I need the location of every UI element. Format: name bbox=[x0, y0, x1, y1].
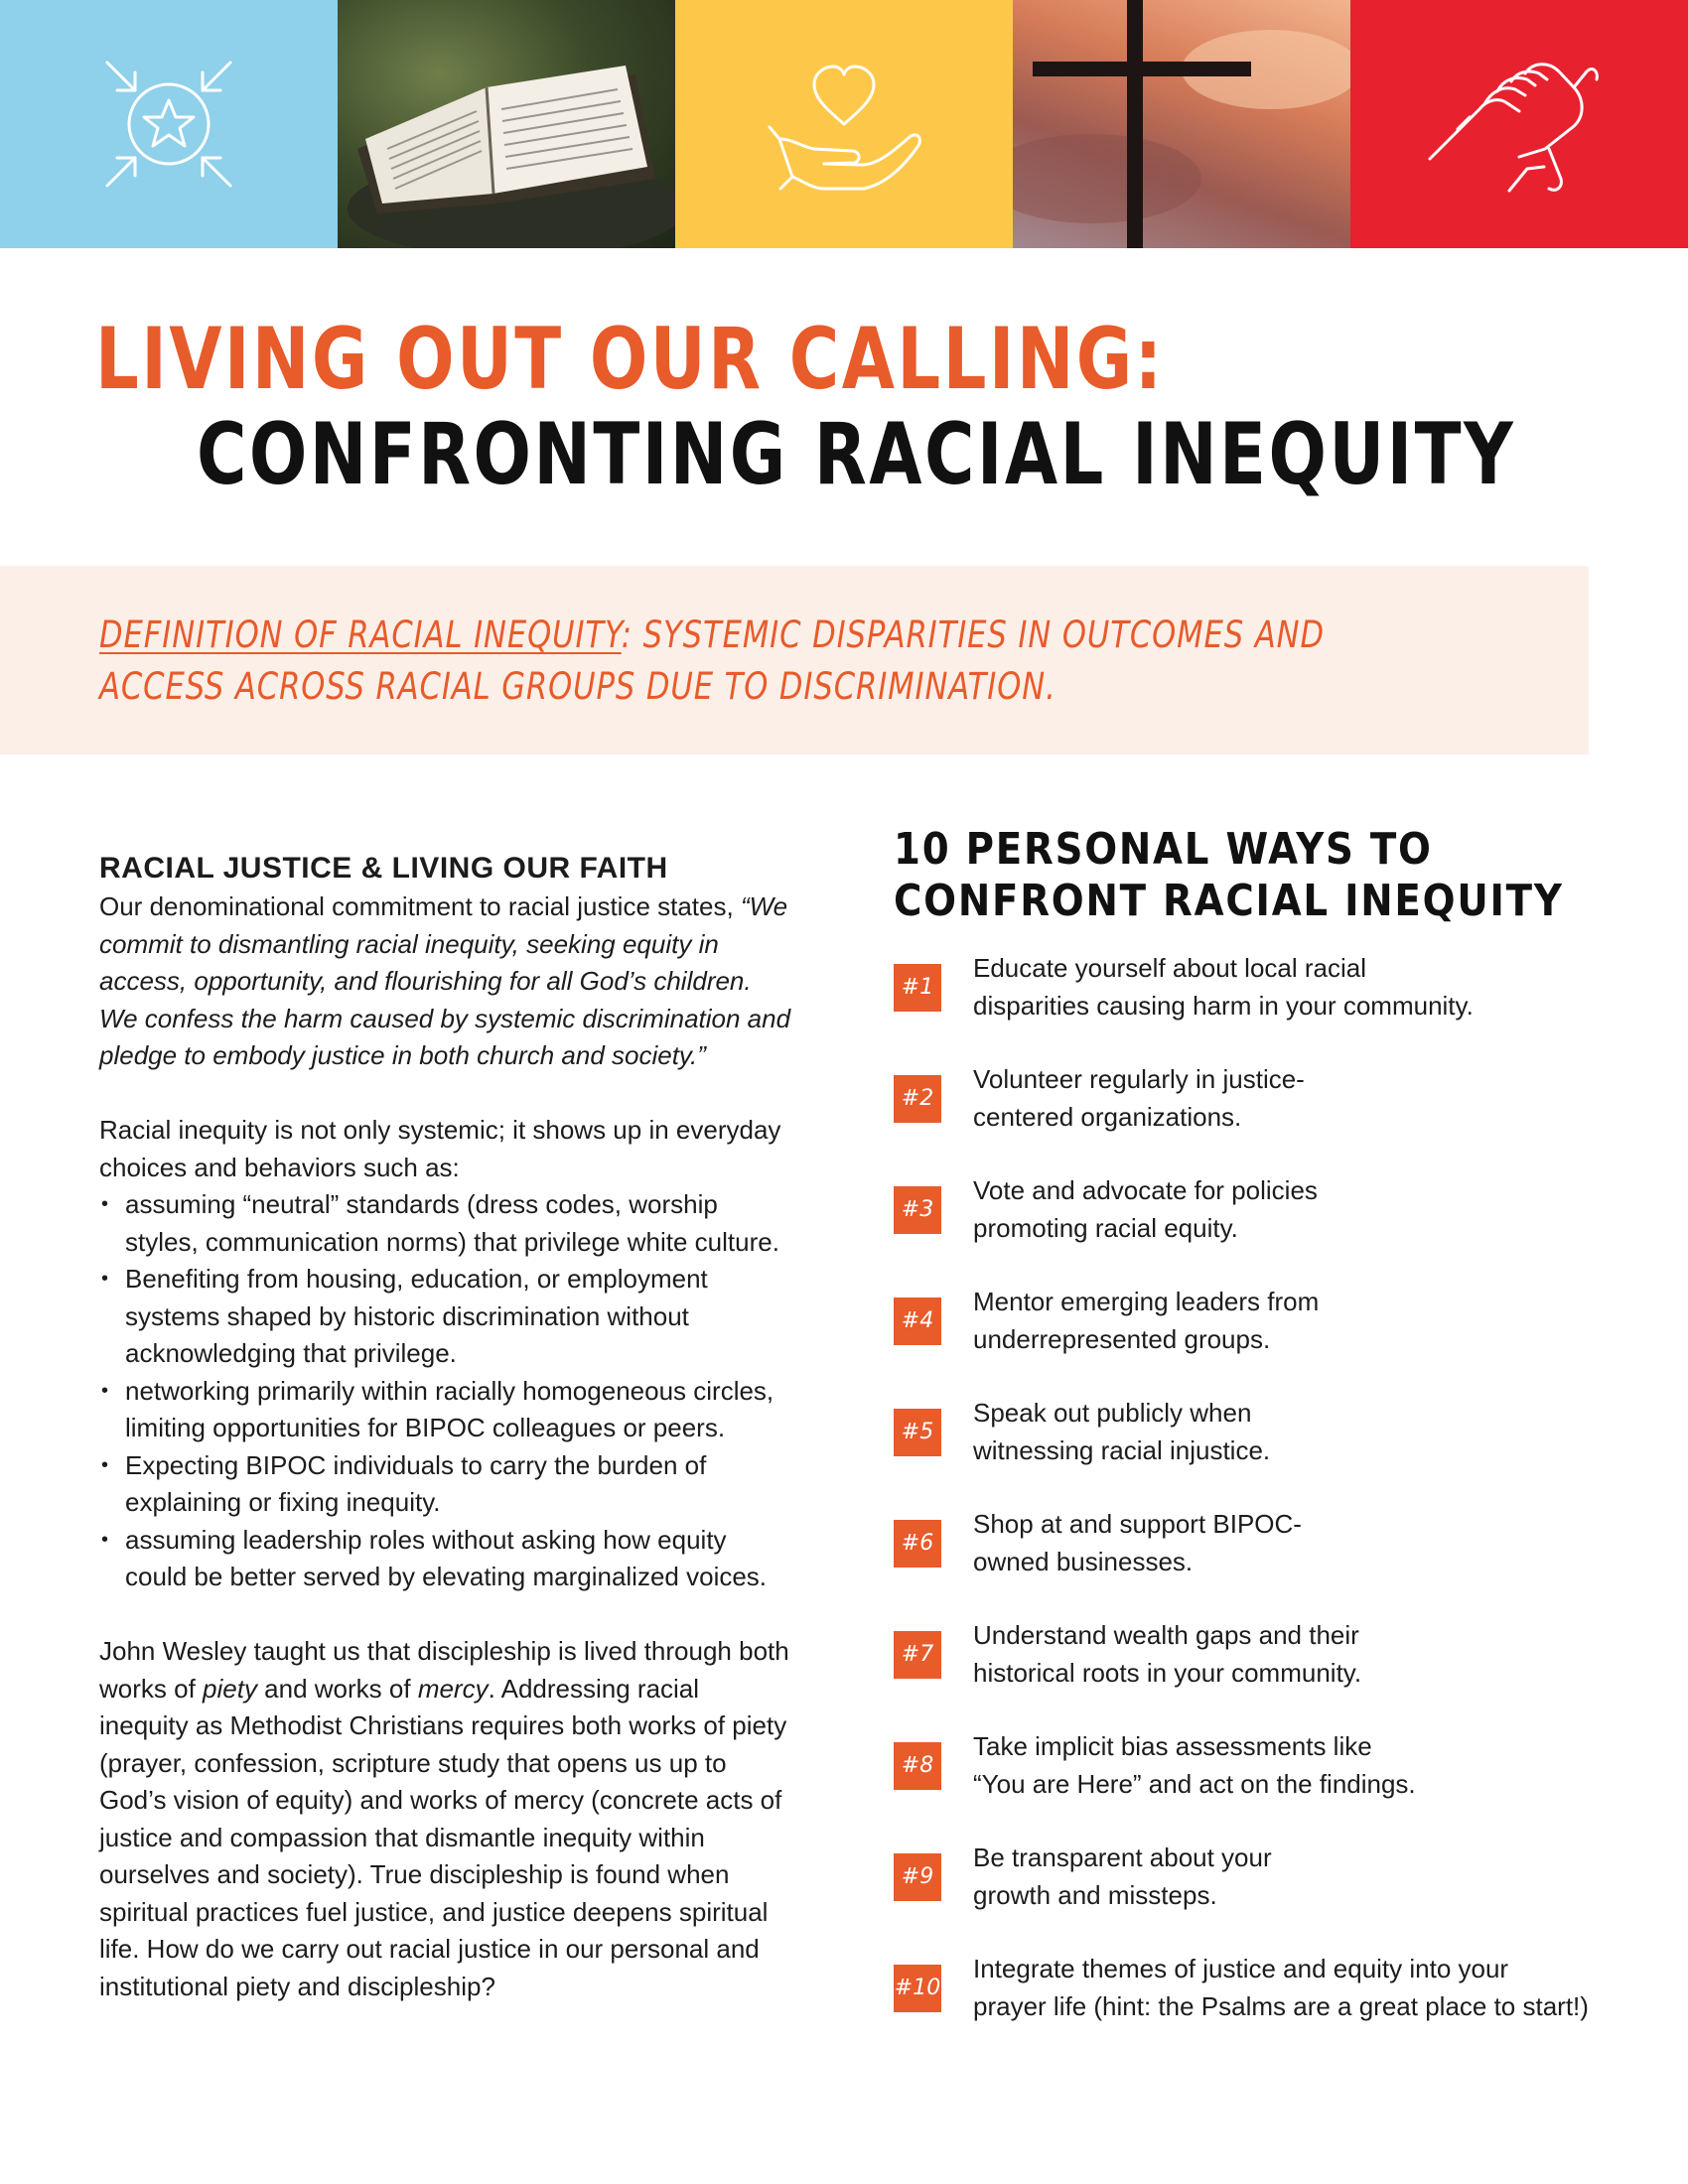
way-line2: “You are Here” and act on the findings. bbox=[973, 1768, 1416, 1799]
page-title-line2: CONFRONTING RACIAL INEQUITY bbox=[197, 405, 1516, 504]
way-item-10 bbox=[894, 1954, 1589, 2038]
way-item-4 bbox=[894, 1287, 1589, 1371]
number-badge: #7 bbox=[894, 1631, 941, 1679]
way-line1: Shop at and support BIPOC- bbox=[973, 1509, 1302, 1539]
banner-panel-giving bbox=[675, 0, 1013, 248]
banner-panel-bible-photo bbox=[338, 0, 675, 248]
banner-panel-unity-handshake bbox=[1350, 0, 1688, 248]
way-text bbox=[973, 1728, 1609, 1803]
number-badge: #4 bbox=[894, 1297, 941, 1345]
commitment-intro: Our denominational commitment to racial justice states, bbox=[99, 891, 734, 921]
definition-label: DEFINITION OF RACIAL INEQUITY bbox=[99, 614, 622, 656]
way-text bbox=[973, 1951, 1609, 2025]
way-line2: historical roots in your community. bbox=[973, 1657, 1362, 1688]
number-badge: #8 bbox=[894, 1742, 941, 1790]
way-line1: Integrate themes of justice and equity into your bbox=[973, 1954, 1509, 1983]
mercy-emphasis: mercy bbox=[417, 1673, 489, 1704]
way-line1: Vote and advocate for policies bbox=[973, 1175, 1318, 1205]
way-line2: centered organizations. bbox=[973, 1101, 1242, 1132]
ways-heading bbox=[894, 824, 1564, 927]
star-arrows-icon bbox=[0, 0, 338, 248]
wesley-paragraph bbox=[99, 1633, 794, 2005]
way-line2: prayer life (hint: the Psalms are a great place to start!) bbox=[973, 1990, 1589, 2021]
number-badge: #2 bbox=[894, 1075, 941, 1123]
cross-icon bbox=[1013, 0, 1350, 248]
way-line2: disparities causing harm in your community. bbox=[973, 990, 1474, 1021]
definition-box bbox=[0, 566, 1589, 754]
number-badge: #1 bbox=[894, 964, 941, 1012]
way-item-1 bbox=[894, 953, 1589, 1037]
open-bible-icon bbox=[338, 0, 675, 248]
piety-emphasis: piety bbox=[203, 1673, 257, 1704]
section-heading-faith: RACIAL JUSTICE & LIVING OUR FAITH bbox=[99, 852, 668, 885]
way-line2: underrepresented groups. bbox=[973, 1323, 1271, 1354]
list-item: • networking primarily within racially homogeneous circles, limiting opportunities for BIPOC colleagues or peers. bbox=[99, 1373, 794, 1447]
number-badge: #10 bbox=[894, 1965, 941, 2012]
list-item: • assuming “neutral” standards (dress codes, worship styles, communication norms) that privilege white culture. bbox=[99, 1186, 794, 1261]
banner-panel-unity bbox=[0, 0, 338, 248]
header-banner bbox=[0, 0, 1688, 248]
way-item-2 bbox=[894, 1064, 1589, 1149]
banner-panel-cross-photo bbox=[1013, 0, 1350, 248]
behaviors-intro: Racial inequity is not only systemic; it shows up in everyday choices and behaviors such as: bbox=[99, 1115, 781, 1182]
way-item-9 bbox=[894, 1843, 1589, 1927]
wesley-text-c: . Addressing racial inequity as Methodist Christians requires both works of piety (prayer, confession, scripture study that opens us up to God’s vision of equity) and works of mercy (concrete acts of justice and compassion that dismantle inequity within ourselves and society). True discipleship is found when spiritual practices fuel justice, and justice deepens spiritual life. How do we carry out racial justice in our personal and institutional piety and discipleship? bbox=[99, 1673, 787, 2001]
list-item: • Benefiting from housing, education, or employment systems shaped by historic discrimination without acknowledging that privilege. bbox=[99, 1261, 794, 1373]
way-text bbox=[973, 1061, 1609, 1136]
way-line1: Educate yourself about local racial bbox=[973, 953, 1367, 983]
commitment-paragraph bbox=[99, 888, 794, 1075]
way-item-7 bbox=[894, 1620, 1589, 1705]
way-line1: Speak out publicly when bbox=[973, 1398, 1252, 1428]
definition-body: : SYSTEMIC DISPARITIES IN OUTCOMES AND ACCESS ACROSS RACIAL GROUPS DUE TO DISCRIMINATION. bbox=[99, 614, 1325, 708]
definition-text bbox=[99, 610, 1333, 713]
left-column bbox=[99, 849, 794, 2005]
way-item-8 bbox=[894, 1731, 1589, 1816]
commitment-quote: “We commit to dismantling racial inequity, seeking equity in access, opportunity, and flourishing for all God’s children. We confess the harm caused by systemic discrimination and pledge to embody justice in both church and society.” bbox=[99, 891, 791, 1070]
wesley-text-b: and works of bbox=[256, 1673, 418, 1704]
way-text bbox=[973, 950, 1609, 1024]
way-text bbox=[973, 1172, 1609, 1247]
ways-heading-line2: CONFRONT RACIAL INEQUITY bbox=[894, 876, 1564, 926]
way-item-5 bbox=[894, 1398, 1589, 1482]
way-text bbox=[973, 1617, 1609, 1692]
handshake-icon bbox=[1350, 0, 1688, 248]
way-line1: Mentor emerging leaders from bbox=[973, 1287, 1320, 1316]
hand-heart-icon bbox=[675, 0, 1013, 248]
list-item: • assuming leadership roles without asking how equity could be better served by elevating marginalized voices. bbox=[99, 1522, 794, 1596]
way-line1: Take implicit bias assessments like bbox=[973, 1731, 1372, 1761]
way-item-6 bbox=[894, 1509, 1589, 1593]
way-text bbox=[973, 1395, 1609, 1469]
way-line1: Understand wealth gaps and their bbox=[973, 1620, 1359, 1650]
list-item: • Expecting BIPOC individuals to carry the burden of explaining or fixing inequity. bbox=[99, 1447, 794, 1522]
page-title-line1: LIVING OUT OUR CALLING: bbox=[95, 310, 1165, 409]
way-line2: owned businesses. bbox=[973, 1546, 1194, 1576]
way-line2: witnessing racial injustice. bbox=[973, 1434, 1271, 1465]
number-badge: #9 bbox=[894, 1853, 941, 1901]
way-text bbox=[973, 1840, 1609, 1914]
ways-heading-line1: 10 PERSONAL WAYS TO bbox=[894, 824, 1433, 875]
number-badge: #5 bbox=[894, 1409, 941, 1456]
way-line1: Volunteer regularly in justice- bbox=[973, 1064, 1305, 1094]
way-text bbox=[973, 1284, 1609, 1358]
behaviors-list bbox=[99, 1186, 794, 1596]
way-line2: promoting racial equity. bbox=[973, 1212, 1238, 1243]
way-text bbox=[973, 1506, 1609, 1580]
number-badge: #6 bbox=[894, 1520, 941, 1568]
wesley-text-a: John Wesley taught us that discipleship is lived through both works of bbox=[99, 1636, 789, 1704]
way-line2: growth and missteps. bbox=[973, 1879, 1217, 1910]
way-item-3 bbox=[894, 1175, 1589, 1260]
way-line1: Be transparent about your bbox=[973, 1843, 1272, 1872]
number-badge: #3 bbox=[894, 1186, 941, 1234]
